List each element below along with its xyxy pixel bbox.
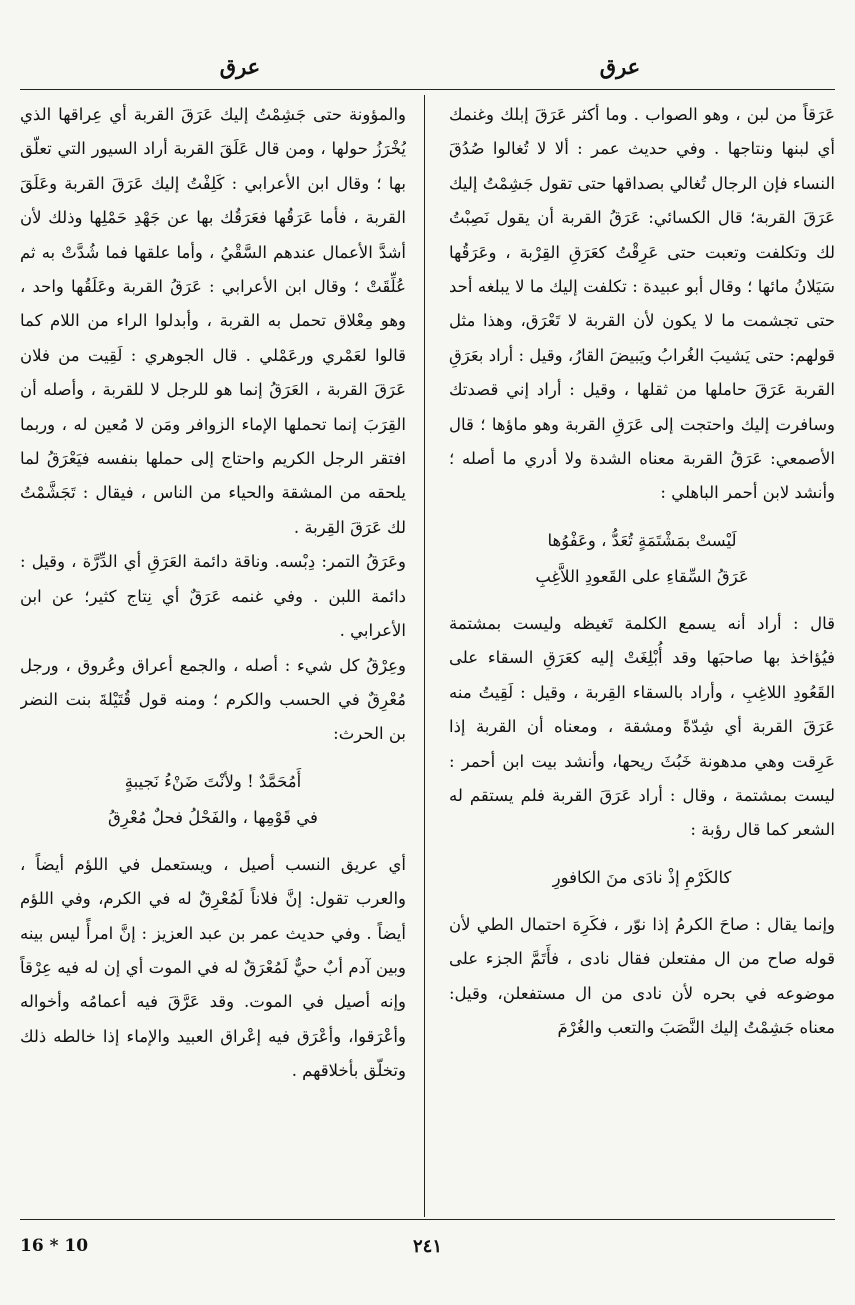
right-column	[449, 98, 835, 1216]
page-number: ٢٤١	[412, 1236, 442, 1257]
signature-mark: 16 * 10	[20, 1236, 89, 1256]
paragraph: وعِرْقُ كل شيء : أصله ، والجمع أعراق وعُروق ، ورجل مُعْرِقٌ في الحسب والكرم ؛ ومنه قول قُتَيْلةَ بنت النضر بن الحرث:	[20, 655, 406, 744]
page-header	[22, 44, 835, 92]
paragraph: وعَرَقُ التمر: دِبْسه. وناقة دائمة العَرَقِ أي الدِّرَّة ، وقيل : دائمة اللبن . وفي غنمه عَرَقٌ أي نِتاج كثير؛ عن ابن الأعرابي .	[20, 552, 406, 641]
verse-line: في قَوْمِها ، والفَحْلُ فحلٌ مُعْرِقُ	[108, 807, 318, 827]
verse-line: كالكَرْمِ إذْ نادَى منَ الكافورِ	[552, 867, 732, 887]
running-head-left: عرق	[219, 54, 261, 79]
verse-block	[449, 523, 835, 595]
verse-block	[20, 764, 406, 836]
verse-block	[449, 860, 835, 896]
paragraph: وإنما يقال : صاحَ الكرمُ إذا نوّر ، فكَرِهَ احتمال الطي لأن قوله صاح من ال مفتعلن فقال نادى ، فأَتَمَّ الجزء على موضوعه في بحره لأن نادى من ال مستفعلن، وقيل: معناه جَشِمْتُ إليك النَّصَبَ والتعب والغُرْمَ	[449, 914, 835, 1037]
left-column	[20, 98, 406, 1216]
verse-line: عَرَقُ السِّقاءِ على القَعودِ اللاَّغِبِ	[535, 566, 749, 586]
running-head-right: عرق	[599, 54, 641, 79]
verse-line: لَيْستْ بمَشْتَمَةٍ تُعَدُّ ، وعَفْوُها	[547, 530, 737, 550]
paragraph: قال : أراد أنه يسمع الكلمة تَغيظه وليست بمشتمة فيُؤاخذ بها صاحبَها وقد أُبْلِغَتْ إليه كعَرَقِ السقاء على القَعُودِ اللاغِبِ ، وأراد بالسقاء القِربة ، وقيل : لَقِيتُ منه عَرَقَ القربة أي شِدّةً ومشقة ، ومعناه أن القربة إذا عَرِقت وهي مدهونة خَبُثَ ريحها، وأنشد بيت ابن أحمر : ليست بمشتمة ، وقال : أراد عَرَقَ القربة فلم يستقم له الشعر كما قال رؤبة :	[449, 613, 835, 840]
footer-rule	[20, 1219, 835, 1220]
column-divider	[424, 95, 425, 1217]
verse-line: أَمُحَمَّدٌ ! ولأنْتَ ضَنْءُ نَجيبةٍ	[124, 771, 302, 791]
header-rule	[20, 89, 835, 90]
paragraph: أي عريق النسب أصيل ، ويستعمل في اللؤم أيضاً ، والعرب تقول: إنَّ فلاناً لَمُعْرِقٌ له في الكرم، وفي اللؤم أيضاً . وفي حديث عمر بن عبد العزيز : إنَّ امرأً ليس بينه وبين آدم أبٌ حيٌّ لَمُعْرَقٌ له في الموت أي إن له فيه عِرْقاً وإنه أصيل في الموت. وقد عَرَّقَ فيه أعمامُه وأخواله وأعْرَقوا، وأعْرَق فيه إعْراق العبيد والإماء إذا خالطه ذلك وتخلّق بأخلاقهم .	[20, 854, 406, 1081]
paragraph: والمؤونة حتى جَشِمْتُ إليك عَرَقَ القربة أي عِراقها الذي يُخْرَزُ حولها ، ومن قال عَلَقَ القربة أراد السيور التي تعلّق بها ؛ وقال ابن الأعرابي : كَلِفْتُ إليك عَرَقَ القربة وعَلَقَ القربة ، فأما عَرَقُها فعَرَقُك بها عن جَهْدِ حَمْلِها وذلك لأن أشدَّ الأعمال عندهم السَّقْيُ ، وأما علقها فما شُدَّتْ به ثم عُلِّقَتْ ؛ وقال ابن الأعرابي : عَرَقُ القربة وعَلَقُها واحد ، وهو مِعْلاق تحمل به القربة ، وأبدلوا الراء من اللام كما قالوا لعَمْري ورعَمْلي . قال الجوهري : لَقِيت من فلان عَرَقَ القربة ، العَرَقُ إنما هو للرجل لا للقربة ، وأصله أن القِرَبَ إنما تحملها الإماء الزوافر ومَن لا مُعين له ، وربما افتقر الرجل الكريم واحتاج إلى حملها بنفسه فيَعْرَقُ لما يلحقه من المشقة والحياء من الناس ، فيقال : تَجَشَّمْتُ لك عَرَقَ القِربة .	[20, 105, 406, 537]
paragraph: عَرَقاً من لبن ، وهو الصواب . وما أكثر عَرَقَ إبلك وغنمك أي لبنها ونتاجها . وفي حديث عمر : ألا لا تُغالوا صُدُقَ النساء فإن الرجال تُغالي بصداقها حتى تقول جَشِمْتُ إليك عَرَقَ القربة؛ قال الكسائي: عَرَقُ القربة أن يقول نَصِبْتُ لك وتكلفت وتعبت حتى عَرِقْتُ كعَرَقِ القِرْبة ، وعَرَقُها سَيَلانُ مائها ؛ وقال أبو عبيدة : تكلفت إليك ما لا يبلغه أحد حتى تجشمت ما لا يكون لأن القربة لا تَعْرَق، وهذا مثل قولهم: حتى يَشيبَ الغُرابُ ويَبيضَ القارُ، وقيل : أراد بعَرَقِ القربة عَرَقَ حاملها من ثقلها ، وقيل : أراد إني قصدتك وسافرت إليك واحتجت إلى عَرَقِ القربة وهو ماؤها ؛ قال الأصمعي: عَرَقُ القربة معناه الشدة ولا أدري ما أصله ؛ وأنشد لابن أحمر الباهلي :	[449, 105, 835, 503]
